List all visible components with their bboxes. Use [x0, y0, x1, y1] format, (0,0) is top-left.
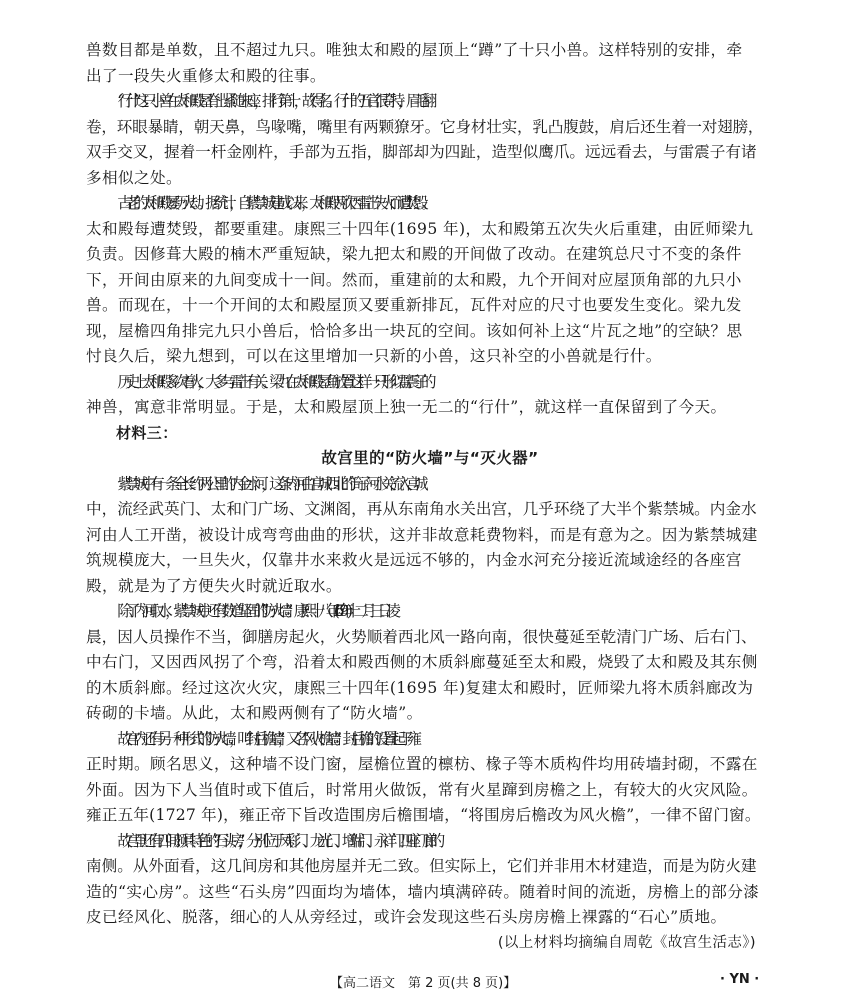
- text-line: 皮已经风化、脱落，细心的人从旁经过，或许会发现这些石头房房檐上裸露的“石心”质地。: [86, 908, 727, 926]
- text-line: 河由人工开凿，被设计成弯弯曲曲的形状，这并非故意耗费物料，而是有意为之。因为紫禁城建: [86, 525, 758, 544]
- text-line: 外面。因为下人当值时或下值后，时常用火做饭，常有火星蹿到房檐之上，有较大的火灾风险。: [86, 780, 758, 799]
- text-line: 古老的太和殿屡历火劫。据统计，自紫禁城建成以来，太和殿两次因雷击失火而遭焚毁。: [117, 194, 429, 212]
- text-line: 神兽，寓意非常明显。于是，太和殿屋顶上独一无二的“行什”，就这样一直保留到了今天。: [86, 398, 727, 416]
- text-line: 历史上太和殿多次着火，大多与雷击有关。梁九在太和殿屋角放置这样一只形似雷震子的: [117, 372, 429, 391]
- text-line: 的木质斜廊。经过这次火灾，康熙三十四年(1695 年)复建太和殿时，匠师梁九将木质斜廊改为: [86, 678, 754, 697]
- text-line: “行什”这只小兽在太和殿屋脊上紧随末座，排行第十，故得名。行什的五官很奇特，眉毛翻: [117, 92, 430, 110]
- text-line: 南侧。从外面看，这几间房和其他房屋并无二致。但实际上，它们并非用木材建造，而是为防火建: [86, 857, 757, 875]
- exam-code: · YN ·: [720, 972, 760, 987]
- text-line: 多相似之处。: [86, 168, 182, 187]
- page-footer: [0, 972, 843, 996]
- text-line: 卷，环眼暴睛，朝天鼻，鸟喙嘴，嘴里有两颗獠牙。它身材壮实，乳凸腹鼓，肩后还生着一对翅膀，: [86, 117, 764, 136]
- text-line: 中右门，又因西风拐了个弯，沿着太和殿西侧的木质斜廊蔓延至太和殿，烧毁了太和殿及其东侧: [86, 653, 758, 671]
- text-line: 晨，因人员操作不当，御膳房起火，火势顺着西北风一路向南，很快蔓延至乾清门广场、后右门、: [86, 627, 757, 646]
- material-three-body: [86, 472, 762, 931]
- paragraph: [86, 38, 762, 89]
- text-line: 忖良久后，梁九想到，可以在这里增加一只新的小兽，这只补空的小兽就是行什。: [86, 347, 662, 365]
- text-line: 双手交叉，握着一杆金刚杵，手部为五指，脚部却为四趾，造型似鹰爪。远远看去，与雷震子有诸: [86, 143, 757, 161]
- text-line: 下，开间由原来的九间变成十一间。然而，重建前的太和殿，九个开间对应屋顶角部的九只小: [86, 270, 742, 289]
- paragraph: [86, 191, 762, 370]
- page-number-info: 【高二语文 第 2 页(共 8 页)】: [330, 976, 517, 991]
- text-line: 故宫里还有四间颇具特色的“石头房”，分别位于凤彩门、龙光门、增瑞门、永祥门四座门廊的: [117, 831, 438, 850]
- paragraph: [86, 727, 762, 829]
- section-title: 故宫里的“防火墙”与“灭火器”: [321, 449, 539, 467]
- article-body: [86, 38, 762, 956]
- text-line: 中，流经武英门、太和门广场、文渊阁，再从东南角水关出宫，几乎环绕了大半个紫禁城。内金水: [86, 500, 757, 518]
- text-line: 除了内河取水，紫禁城中还有数道坚固的“防火墙”。康熙十八年(1679 年)十二月三日凌: [117, 602, 394, 620]
- text-line: 太和殿每遭焚毁，都要重建。康熙三十四年(1695 年)，太和殿第五次失火后重建，由匠师梁九: [86, 219, 754, 238]
- text-line: 雍正五年(1727 年)，雍正帝下旨改造围房后檐围墙，“将围房后檐改为风火檐”，一律不留门窗。: [86, 806, 761, 824]
- material-two-continued: [86, 38, 762, 421]
- material-three-label: 材料三：: [116, 423, 178, 442]
- paragraph: [86, 370, 762, 421]
- source-note: (以上材料均摘编自周乾《故宫生活志》): [497, 934, 756, 951]
- text-line: 砖砌的卡墙。从此，太和殿两侧有了“防火墙”。: [86, 704, 423, 722]
- paragraph: [86, 89, 762, 191]
- text-line: 殿，就是为了方便失火时就近取水。: [86, 576, 342, 595]
- text-line: 负责。因修葺大殿的楠木严重短缺，梁九把太和殿的开间做了改动。在建筑总尺寸不变的条件: [86, 245, 742, 263]
- text-line: 筑规模庞大，一旦失火，仅靠井水来救火是远远不够的，内金水河充分接近流域途经的各座宫: [86, 551, 742, 569]
- text-line: 造的“实心房”。这些“石头房”四面均为墙体，墙内填满碎砖。随着时间的流逝，房檐上的部分漆: [86, 882, 760, 901]
- paragraph: [86, 599, 762, 727]
- text-line: 现，屋檐四角排完九只小兽后，恰恰多出一块瓦的空间。该如何补上这“片瓦之地”的空缺？思: [86, 321, 743, 340]
- paragraph: [86, 472, 762, 600]
- paragraph: [86, 829, 762, 931]
- text-line: 紫禁城中有一条全长约两公里的内金水河，这条内河由宫城西北的筒子河水关流入宫城: [117, 474, 421, 493]
- text-line: 兽数目都是单数，且不超过九只。唯独太和殿的屋顶上“蹲”了十只小兽。这样特别的安排，牵: [86, 41, 743, 59]
- text-line: 出了一段失火重修太和殿的往事。: [86, 66, 326, 85]
- text-line: 兽。而现在，十一个开间的太和殿屋顶又要重新排瓦，瓦件对应的尺寸也要发生变化。梁九发: [86, 296, 742, 314]
- text-line: 故宫内还有另一种形式的防火墙，叫“封后檐墙”，又名“风火檐墙”。封后檐的设置起于雍: [117, 729, 415, 748]
- text-line: 正时期。顾名思义，这种墙不设门窗，屋檐位置的檩枋、椽子等木质构件均用砖墙封砌，不露在: [86, 755, 758, 773]
